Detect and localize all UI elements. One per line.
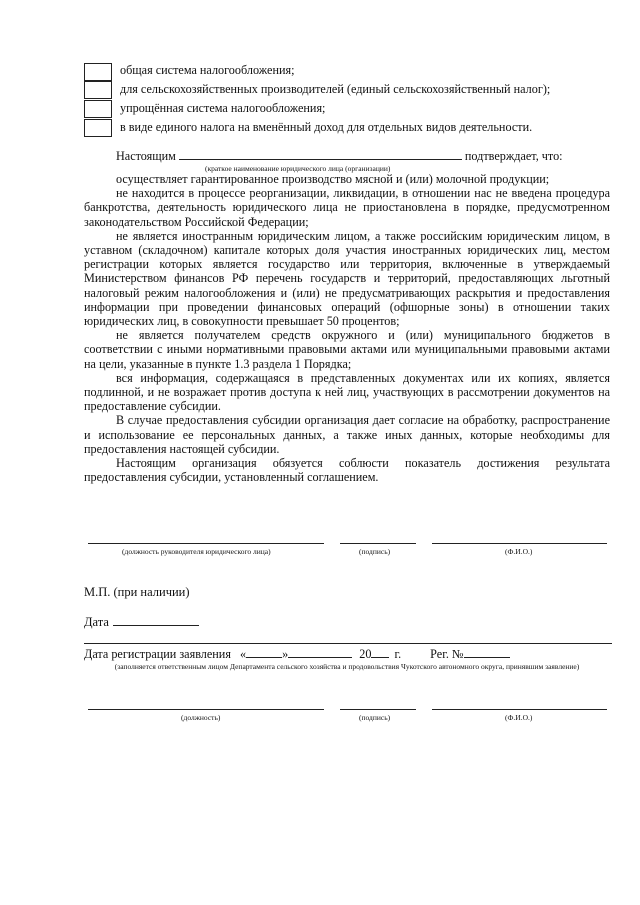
- open-quote: «: [239, 647, 247, 661]
- position-field[interactable]: [88, 543, 324, 544]
- date-field[interactable]: [113, 614, 199, 626]
- registration-line: [84, 646, 510, 662]
- officer-position-field[interactable]: [88, 709, 324, 710]
- officer-signature-caption: (подпись): [359, 713, 391, 722]
- section-divider: [84, 643, 612, 644]
- date-label: Дата: [84, 615, 109, 629]
- tax-option-label: общая система налогообложения;: [120, 63, 295, 77]
- tax-option-label: в виде единого налога на вменённый доход для отдельных видов деятельности.: [120, 120, 533, 134]
- officer-position-caption: (должность): [181, 713, 221, 722]
- confirmation-line: [116, 148, 563, 164]
- signature-field[interactable]: [340, 543, 416, 544]
- tax-option-row: [84, 62, 590, 81]
- declaration-paragraph: не является иностранным юридическим лицом, а также российским юридическим лицом, в уставном (складочном) капитале которых доля участия иностранных юридических лиц, местом регистрации которых является государство или территория, включенные в утверждаемый Министерством финансов РФ перечень государств и территорий, предоставляющих льготный налоговый режим налогообложения и (или) не предусматривающих раскрытия и предоставления информации при проведении финансовых операций (офшорные зоны) в отношении таких юридических лиц, в совокупности превышает 50 процентов;: [84, 228, 610, 329]
- close-quote: »: [282, 647, 289, 661]
- registration-month-field[interactable]: [288, 646, 352, 658]
- declaration-paragraph: осуществляет гарантированное производство мясной и (или) молочной продукции;: [116, 172, 550, 186]
- declaration-body: [84, 172, 610, 484]
- tax-option-label: упрощённая система налогообложения;: [120, 101, 326, 115]
- tax-option-checkbox[interactable]: [84, 100, 112, 118]
- position-caption: (должность руководителя юридического лица): [122, 547, 271, 556]
- registration-label: Дата регистрации заявления: [84, 647, 231, 661]
- tax-option-row: [84, 119, 590, 138]
- tax-option-checkbox[interactable]: [84, 81, 112, 99]
- confirm-suffix: подтверждает, что:: [464, 149, 563, 163]
- organization-name-caption: (краткое наименование юридического лица (организации): [205, 164, 391, 173]
- full-name-caption: (Ф.И.О.): [505, 547, 533, 556]
- stamp-label: М.П. (при наличии): [84, 585, 190, 599]
- tax-system-table: [84, 62, 590, 138]
- registration-year-field[interactable]: [371, 646, 389, 658]
- full-name-field[interactable]: [432, 543, 607, 544]
- declaration-paragraph: В случае предоставления субсидии организация дает согласие на обработку, распространение и использование ее персональных данных, а также иных данных, которые необходимы для предоставления настоящей субсидии.: [84, 413, 610, 456]
- reg-number-label: Рег. №: [430, 647, 464, 661]
- declaration-paragraph: вся информация, содержащаяся в представленных документах или их копиях, является подлинной, и не возражает против доступа к ней лиц, участвующих в рассмотрении документов на предоставление субсидии.: [84, 370, 610, 414]
- declaration-paragraph: не находится в процессе реорганизации, ликвидации, в отношении нас не введена процедура банкротства, деятельность юридического лица не приостановлена в порядке, предусмотренном законодательством Российской Федерации;: [84, 186, 610, 229]
- officer-name-field[interactable]: [432, 709, 607, 710]
- tax-option-row: [84, 100, 590, 119]
- date-line: [84, 614, 199, 630]
- confirm-prefix: Настоящим: [116, 149, 176, 163]
- reg-number-field[interactable]: [464, 646, 510, 658]
- organization-name-field[interactable]: [179, 148, 462, 160]
- signature-caption: (подпись): [359, 547, 391, 556]
- tax-option-row: [84, 81, 590, 100]
- tax-option-checkbox[interactable]: [84, 119, 112, 137]
- year-prefix: 20: [359, 647, 372, 661]
- officer-signature-field[interactable]: [340, 709, 416, 710]
- tax-option-label: для сельскохозяйственных производителей (единый сельскохозяйственный налог);: [120, 82, 551, 96]
- registration-caption: (заполняется ответственным лицом Департамента сельского хозяйства и продовольствия Чукотского автономного округа, принявшим заявление): [114, 662, 580, 671]
- declaration-paragraph: Настоящим организация обязуется соблюсти показатель достижения результата предоставления субсидии, установленный соглашением.: [84, 456, 610, 485]
- declaration-paragraph: не является получателем средств окружного и (или) муниципального бюджетов в соответствии с иными нормативными правовыми актами или муниципальными правовыми актами на цели, указанные в пункте 1.3 раздела 1 Порядка;: [84, 328, 610, 371]
- officer-name-caption: (Ф.И.О.): [505, 713, 533, 722]
- registration-day-field[interactable]: [246, 646, 282, 658]
- year-suffix: г.: [394, 647, 402, 661]
- tax-option-checkbox[interactable]: [84, 63, 112, 81]
